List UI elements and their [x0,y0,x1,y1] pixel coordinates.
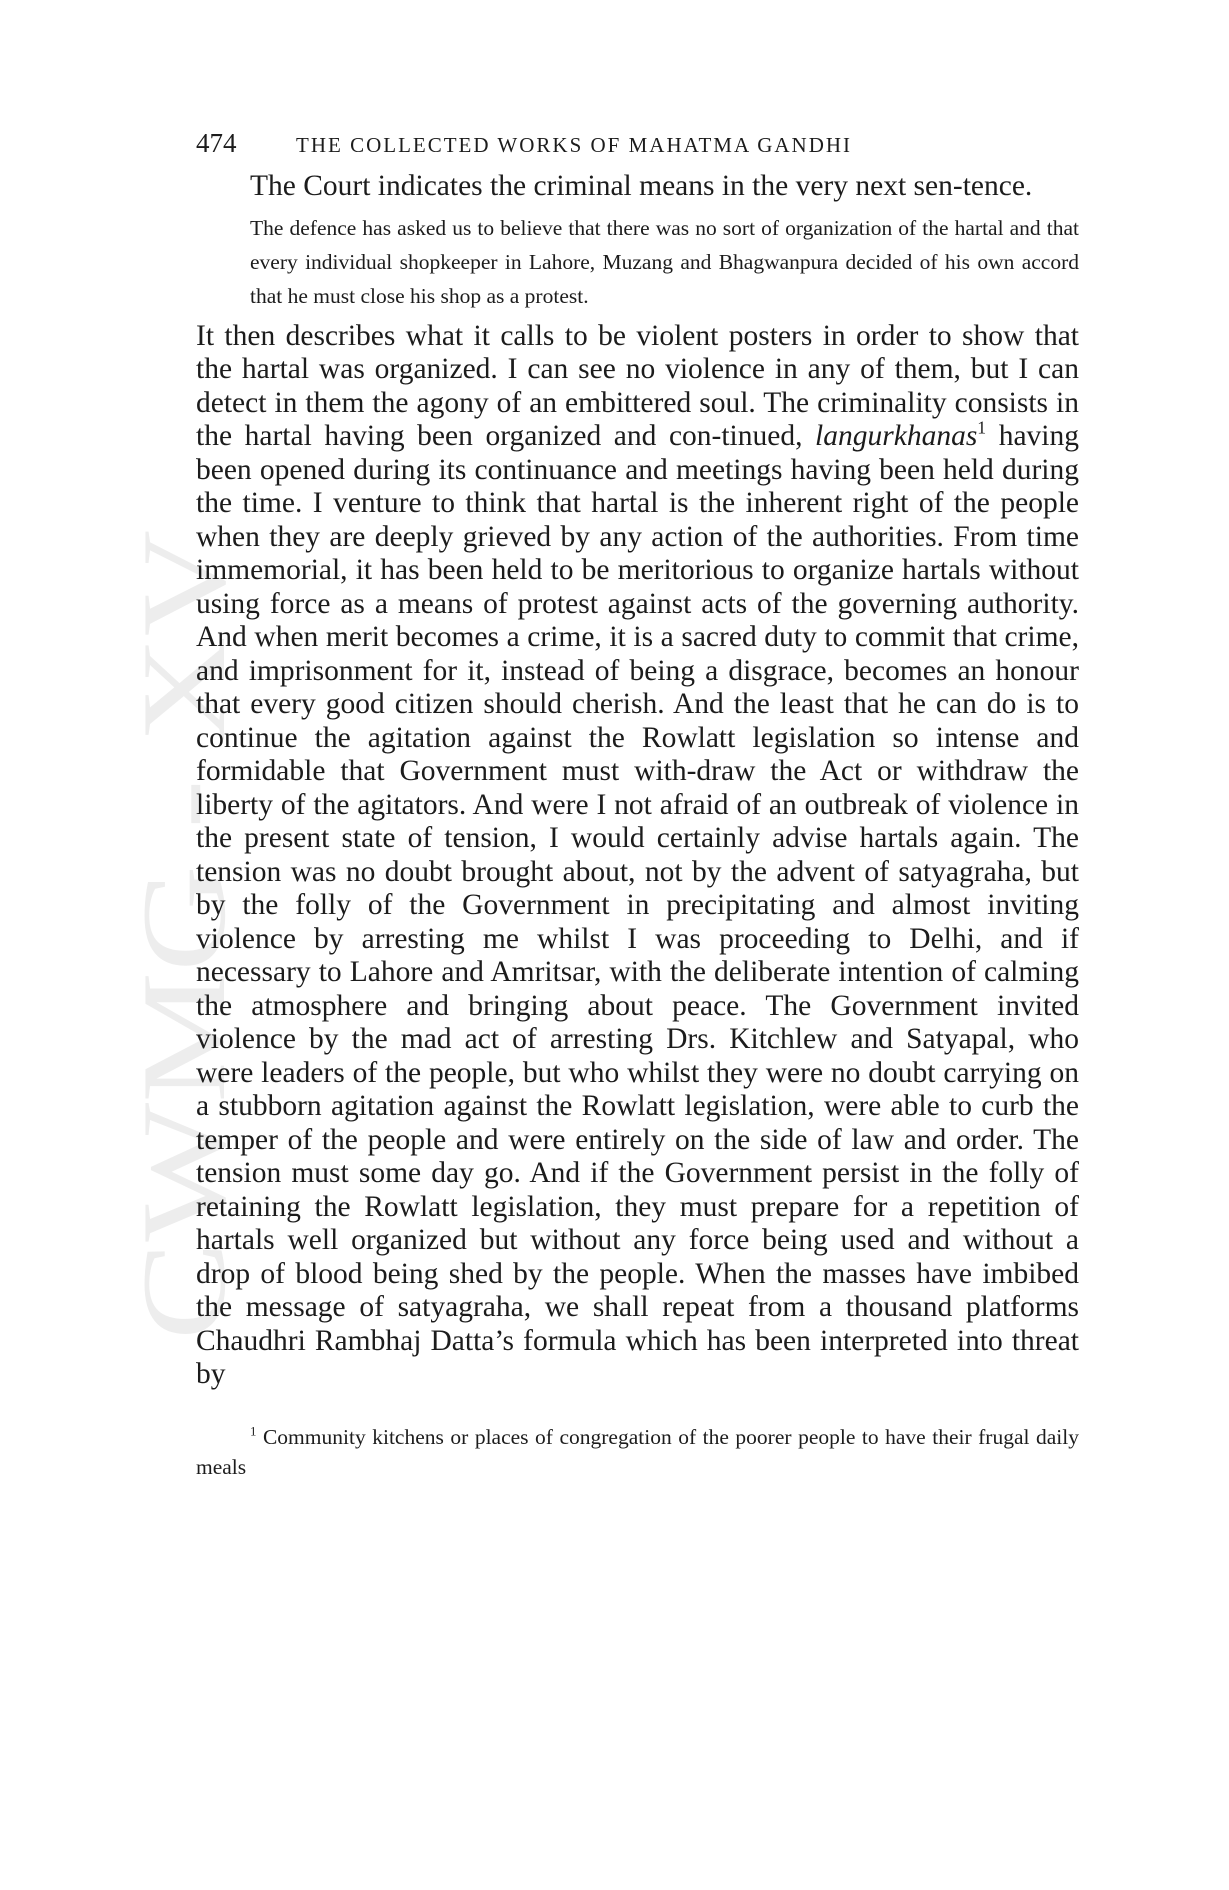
running-title: THE COLLECTED WORKS OF MAHATMA GANDHI [296,133,853,157]
svg-text:CWMG - XV: CWMG - XV [117,680,250,1340]
italic-term: langurkhanas [815,420,978,452]
intro-paragraph: The Court indicates the criminal means in the very next sen-tence. [250,170,1033,202]
page-content [196,128,1079,1482]
footnote-text: Community kitchens or places of congregation of the poorer people to have their frugal daily meals [196,1424,1079,1479]
footnote [196,1422,1079,1482]
main-paragraph [196,320,1079,1392]
block-quote: The defence has asked us to believe that there was no sort of organization of the hartal and that every individual shopkeeper in Lahore, Muzang and Bhagwanpura decided of his own accord that he must close his shop as a protest. [250,215,1079,308]
footnote-reference: 1 [977,417,987,438]
running-head [196,128,1079,162]
footnote-marker: 1 [250,1424,257,1439]
page-number: 474 [196,128,237,158]
main-paragraph-text-1: It then describes what it calls to be violent posters in order to show that the hartal was organized. I can see no violence in any of them, but I can detect in them the agony of an embittered soul. The criminality consists in the hartal having been organized and con-tinued, [196,319,1079,452]
main-paragraph-text-2: having been opened during its continuance and meetings having been held during the time. I venture to think that hartal is the inherent right of the people when they are deeply grieved by any action of the authorities. From time immemorial, it has been held to be meritorious to organize hartals without using force as a means of protest against acts of the governing authority. And when merit becomes a crime, it is a sacred duty to commit that crime, and imprisonment for it, instead of being a disgrace, becomes an honour that every good citizen should cherish. And the least that he can do is to continue the agitation against the Rowlatt legislation so intense and formidable that Government must with-draw the Act or withdraw the liberty of the agitators. And were I not afraid of an outbreak of violence in the present state of tension, I would certainly advise hartals again. The tension was no doubt brought about, not by the advent of satyagraha, but by the folly of the Government in precipitating and almost inviting violence by arresting me whilst I was proceeding to Delhi, and if necessary to Lahore and Amritsar, with the deliberate intention of calming the atmosphere and bringing about peace. The Government invited violence by the mad act of arresting Drs. Kitchlew and Satyapal, who were leaders of the people, but who whilst they were no doubt carrying on a stubborn agitation against the Rowlatt legislation, were able to curb the temper of the people and were entirely on the side of law and order. The tension must some day go. And if the Government persist in the folly of retaining the Rowlatt legislation, they must prepare for a repetition of hartals well organized but without any force being used and without a drop of blood being shed by the people. When the masses have imbibed the message of satyagraha, we shall repeat from a thousand platforms Chaudhri Rambhaj Datta’s formula which has been interpreted into threat by [196,420,1079,1390]
